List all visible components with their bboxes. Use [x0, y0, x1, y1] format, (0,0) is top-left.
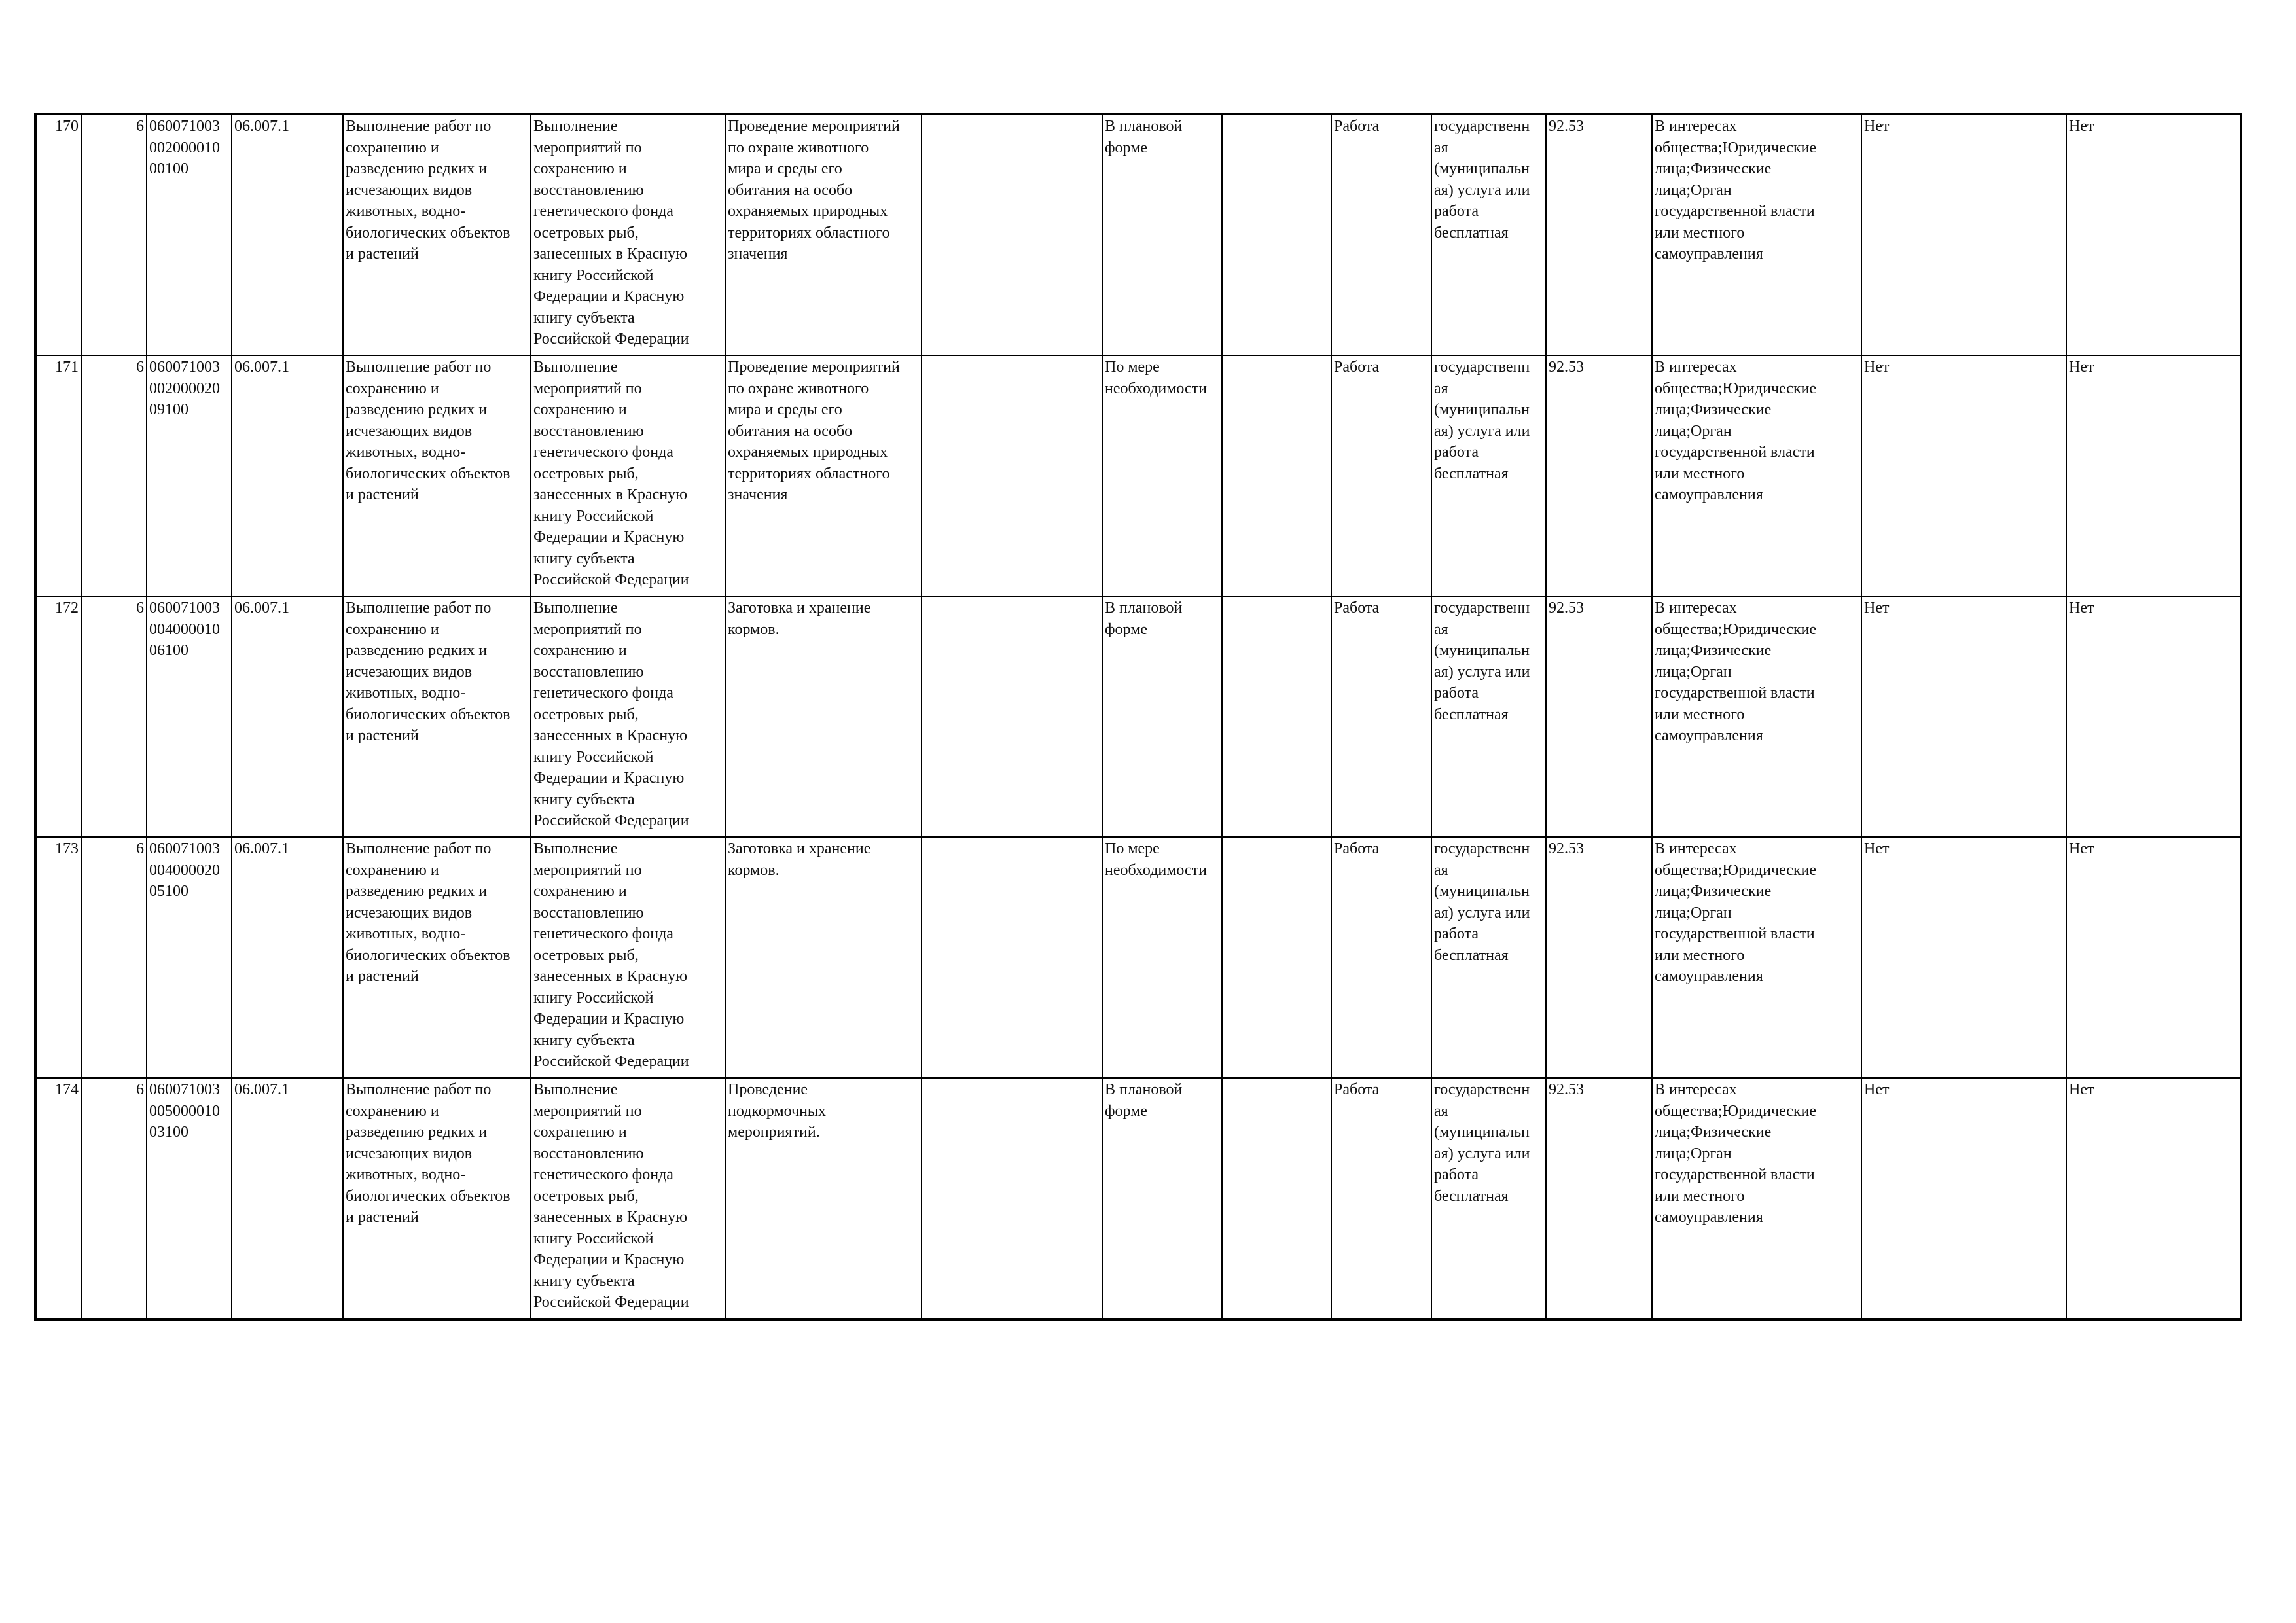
okved-code: 06.007.1 — [232, 596, 343, 837]
okved-code: 06.007.1 — [232, 1078, 343, 1319]
empty-cell — [1222, 596, 1331, 837]
okpd-code: 92.53 — [1546, 1078, 1652, 1319]
work-name: Выполнение работ по сохранению и разведению редких и исчезающих видов животных, водно- биологических объектов и растений — [343, 1078, 531, 1319]
conditions-cell — [922, 596, 1102, 837]
work-name: Выполнение работ по сохранению и разведению редких и исчезающих видов животных, водно- биологических объектов и растений — [343, 837, 531, 1078]
flag-cell: Нет — [2066, 1078, 2241, 1319]
work-name: Выполнение работ по сохранению и разведению редких и исчезающих видов животных, водно- биологических объектов и растений — [343, 355, 531, 596]
conditions-cell — [922, 114, 1102, 355]
service-kind: Работа — [1331, 596, 1431, 837]
okved-code: 06.007.1 — [232, 114, 343, 355]
section-number: 6 — [81, 837, 147, 1078]
delivery-form: По мере необходимости — [1102, 355, 1222, 596]
work-content: Выполнение мероприятий по сохранению и восстановлению генетического фонда осетровых рыб, занесенных в Красную книгу Российской Федерации и Красную книгу субъекта Российской Федерации — [531, 596, 725, 837]
okved-code: 06.007.1 — [232, 355, 343, 596]
table-row — [35, 355, 2241, 596]
section-number: 6 — [81, 355, 147, 596]
okpd-code: 92.53 — [1546, 114, 1652, 355]
activity-description: Заготовка и хранение кормов. — [725, 837, 922, 1078]
flag-cell: Нет — [1861, 837, 2066, 1078]
table-row — [35, 1078, 2241, 1319]
consumer-categories: В интересах общества;Юридические лица;Физические лица;Орган государственной власти или местного самоуправления — [1652, 837, 1861, 1078]
delivery-form: В плановой форме — [1102, 1078, 1222, 1319]
consumer-categories: В интересах общества;Юридические лица;Физические лица;Орган государственной власти или местного самоуправления — [1652, 1078, 1861, 1319]
empty-cell — [1222, 1078, 1331, 1319]
delivery-form: В плановой форме — [1102, 596, 1222, 837]
service-kind: Работа — [1331, 355, 1431, 596]
activity-description: Заготовка и хранение кормов. — [725, 596, 922, 837]
flag-cell: Нет — [1861, 355, 2066, 596]
section-number: 6 — [81, 596, 147, 837]
registry-code: 060071003 005000010 03100 — [147, 1078, 232, 1319]
payment-type: государственн ая (муниципальн ая) услуга или работа бесплатная — [1431, 596, 1546, 837]
payment-type: государственн ая (муниципальн ая) услуга или работа бесплатная — [1431, 355, 1546, 596]
flag-cell: Нет — [2066, 355, 2241, 596]
flag-cell: Нет — [1861, 596, 2066, 837]
work-name: Выполнение работ по сохранению и разведению редких и исчезающих видов животных, водно- биологических объектов и растений — [343, 114, 531, 355]
section-number: 6 — [81, 114, 147, 355]
conditions-cell — [922, 355, 1102, 596]
consumer-categories: В интересах общества;Юридические лица;Физические лица;Орган государственной власти или местного самоуправления — [1652, 114, 1861, 355]
activity-description: Проведение мероприятий по охране животного мира и среды его обитания на особо охраняемых природных территориях областного значения — [725, 355, 922, 596]
conditions-cell — [922, 837, 1102, 1078]
registry-code: 060071003 004000010 06100 — [147, 596, 232, 837]
flag-cell: Нет — [2066, 114, 2241, 355]
registry-code: 060071003 004000020 05100 — [147, 837, 232, 1078]
activity-description: Проведение подкормочных мероприятий. — [725, 1078, 922, 1319]
registry-code: 060071003 002000020 09100 — [147, 355, 232, 596]
activity-description: Проведение мероприятий по охране животного мира и среды его обитания на особо охраняемых природных территориях областного значения — [725, 114, 922, 355]
row-number: 171 — [35, 355, 81, 596]
okved-code: 06.007.1 — [232, 837, 343, 1078]
row-number: 170 — [35, 114, 81, 355]
registry-code: 060071003 002000010 00100 — [147, 114, 232, 355]
flag-cell: Нет — [2066, 596, 2241, 837]
row-number: 174 — [35, 1078, 81, 1319]
empty-cell — [1222, 355, 1331, 596]
okpd-code: 92.53 — [1546, 596, 1652, 837]
service-kind: Работа — [1331, 1078, 1431, 1319]
payment-type: государственн ая (муниципальн ая) услуга или работа бесплатная — [1431, 837, 1546, 1078]
table-row — [35, 114, 2241, 355]
empty-cell — [1222, 114, 1331, 355]
conditions-cell — [922, 1078, 1102, 1319]
section-number: 6 — [81, 1078, 147, 1319]
empty-cell — [1222, 837, 1331, 1078]
payment-type: государственн ая (муниципальн ая) услуга или работа бесплатная — [1431, 1078, 1546, 1319]
work-content: Выполнение мероприятий по сохранению и восстановлению генетического фонда осетровых рыб, занесенных в Красную книгу Российской Федерации и Красную книгу субъекта Российской Федерации — [531, 1078, 725, 1319]
okpd-code: 92.53 — [1546, 837, 1652, 1078]
consumer-categories: В интересах общества;Юридические лица;Физические лица;Орган государственной власти или местного самоуправления — [1652, 596, 1861, 837]
delivery-form: По мере необходимости — [1102, 837, 1222, 1078]
table-row — [35, 837, 2241, 1078]
work-name: Выполнение работ по сохранению и разведению редких и исчезающих видов животных, водно- биологических объектов и растений — [343, 596, 531, 837]
table-row — [35, 596, 2241, 837]
okpd-code: 92.53 — [1546, 355, 1652, 596]
work-content: Выполнение мероприятий по сохранению и восстановлению генетического фонда осетровых рыб, занесенных в Красную книгу Российской Федерации и Красную книгу субъекта Российской Федерации — [531, 837, 725, 1078]
payment-type: государственн ая (муниципальн ая) услуга или работа бесплатная — [1431, 114, 1546, 355]
flag-cell: Нет — [2066, 837, 2241, 1078]
flag-cell: Нет — [1861, 114, 2066, 355]
work-content: Выполнение мероприятий по сохранению и восстановлению генетического фонда осетровых рыб, занесенных в Красную книгу Российской Федерации и Красную книгу субъекта Российской Федерации — [531, 355, 725, 596]
row-number: 173 — [35, 837, 81, 1078]
registry-table — [34, 113, 2242, 1321]
work-content: Выполнение мероприятий по сохранению и восстановлению генетического фонда осетровых рыб, занесенных в Красную книгу Российской Федерации и Красную книгу субъекта Российской Федерации — [531, 114, 725, 355]
flag-cell: Нет — [1861, 1078, 2066, 1319]
service-kind: Работа — [1331, 837, 1431, 1078]
service-kind: Работа — [1331, 114, 1431, 355]
consumer-categories: В интересах общества;Юридические лица;Физические лица;Орган государственной власти или местного самоуправления — [1652, 355, 1861, 596]
row-number: 172 — [35, 596, 81, 837]
delivery-form: В плановой форме — [1102, 114, 1222, 355]
